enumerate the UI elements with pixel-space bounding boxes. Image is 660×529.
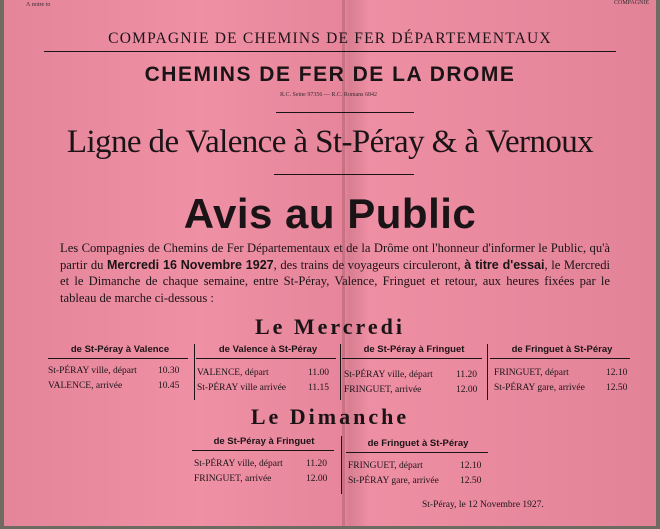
sun-table-1-rule: [192, 450, 334, 451]
sun-separator: [341, 436, 342, 494]
wed-t2-row-1-stop: VALENCE, départ: [197, 368, 269, 378]
sun-t2-row-2-stop: St-PÉRAY gare, arrivée: [348, 476, 439, 486]
notice-paragraph: [60, 240, 610, 306]
paragraph-part-3: , le Mercredi et le Dimanche de chaque semaine, entre St-Péray, Valence, Fringuet et retour, aux heures fixées par le tableau de marche ci-dessous :: [60, 257, 610, 305]
wed-table-1-rule: [48, 358, 188, 359]
sun-table-2-header: de Fringuet à St-Péray: [367, 438, 469, 449]
wed-table-3-rule: [342, 358, 482, 359]
registry-rule: [276, 112, 414, 113]
sun-t1-row-1-stop: St-PÉRAY ville, départ: [194, 459, 283, 469]
sun-t1-row-2-time: 12.00: [306, 474, 328, 484]
wed-table-4-rule: [490, 358, 630, 359]
wed-t4-row-1-stop: FRINGUET, départ: [494, 368, 569, 378]
line-title: Ligne de Valence à St-Péray & à Vernoux: [66, 124, 594, 160]
wed-t3-row-2-time: 12.00: [456, 385, 478, 395]
wed-t1-row-2-time: 10.45: [158, 381, 180, 391]
sun-t1-row-1-time: 11.20: [306, 459, 328, 469]
paragraph-part-2: , des trains de voyageurs circuleront,: [273, 257, 461, 272]
wed-table-2-rule: [196, 358, 336, 359]
sun-t2-row-1-time: 12.10: [460, 461, 482, 471]
corner-note-right: COMPAGNIE: [614, 0, 650, 6]
wed-table-2-header: de Valence à St-Péray: [218, 344, 318, 355]
railway-heading: CHEMINS DE FER DE LA DROME: [144, 63, 516, 86]
wed-t1-row-1-time: 10.30: [158, 366, 180, 376]
sun-t2-row-1-stop: FRINGUET, départ: [348, 461, 423, 471]
wednesday-title: Le Mercredi: [254, 314, 406, 339]
line-title-rule: [274, 174, 414, 175]
wed-t3-row-1-time: 11.20: [456, 370, 478, 380]
wed-t2-row-2-stop: St-PÉRAY ville arrivée: [197, 383, 287, 393]
wed-t4-row-2-time: 12.50: [606, 383, 628, 393]
wed-t4-row-2-stop: St-PÉRAY gare, arrivée: [494, 383, 585, 393]
wed-t4-row-1-time: 12.10: [606, 368, 628, 378]
company-rule: [44, 51, 616, 52]
corner-note-left: Ʌ notre to: [26, 2, 51, 8]
wed-t1-row-1-stop: St-PÉRAY ville, départ: [48, 366, 137, 376]
notice-title: Avis au Public: [183, 190, 477, 237]
wed-table-1-header: de St-Péray à Valence: [70, 344, 170, 355]
wed-separator-2: [340, 344, 341, 400]
sun-t1-row-2-stop: FRINGUET, arrivée: [194, 474, 272, 484]
sunday-title: Le Dimanche: [250, 404, 410, 429]
wed-separator-3: [487, 344, 488, 400]
registry-line: R.C. Seine 97356 — R.C. Romans 6842: [280, 92, 378, 98]
wed-table-3-header: de St-Péray à Fringuet: [363, 344, 465, 355]
start-date: Mercredi 16 Novembre 1927: [107, 257, 274, 272]
wed-separator-1: [194, 344, 195, 400]
poster: [4, 0, 656, 526]
wed-t2-row-2-time: 11.15: [308, 383, 330, 393]
wed-t3-row-1-stop: St-PÉRAY ville, départ: [344, 370, 433, 380]
sun-t2-row-2-time: 12.50: [460, 476, 482, 486]
sun-table-1-header: de St-Péray à Fringuet: [213, 436, 315, 447]
company-heading: COMPAGNIE DE CHEMINS DE FER DÉPARTEMENTAUX: [108, 30, 552, 47]
paragraph-part-1: Les Compagnies de Chemins de Fer Départementaux et de la Drôme ont l'honneur d'informer le Public, qu'à partir du: [60, 241, 610, 272]
dateline: St-Péray, le 12 Novembre 1927.: [422, 500, 544, 510]
trial-note: à titre d'essai: [464, 257, 545, 272]
wed-table-4-header: de Fringuet à St-Péray: [511, 344, 613, 355]
wed-t2-row-1-time: 11.00: [308, 368, 330, 378]
sun-table-2-rule: [346, 452, 488, 453]
wed-t1-row-2-stop: VALENCE, arrivée: [48, 381, 123, 391]
wed-t3-row-2-stop: FRINGUET, arrivée: [344, 385, 422, 395]
